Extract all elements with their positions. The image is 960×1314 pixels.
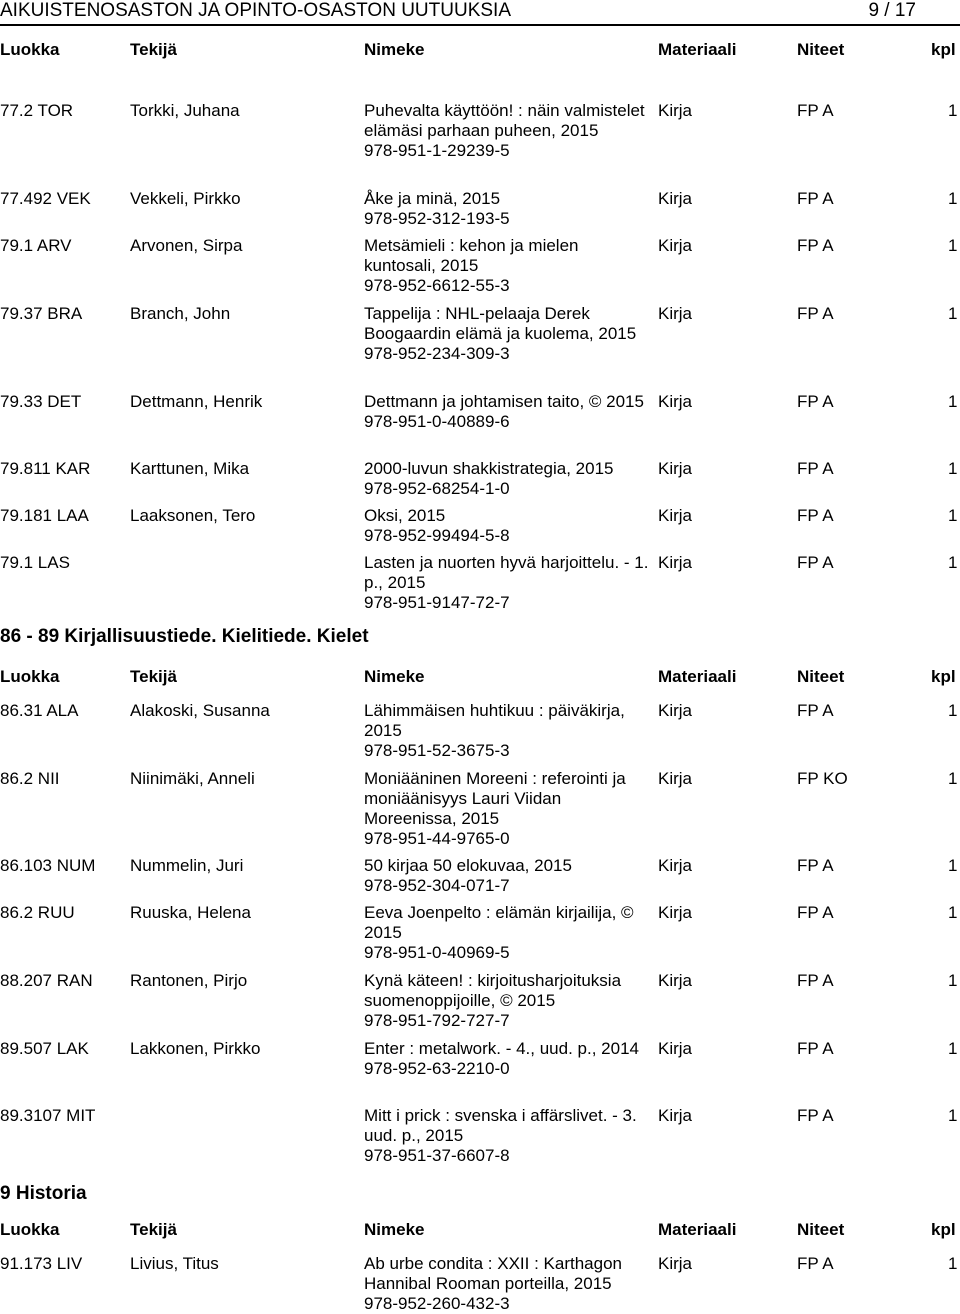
title-cell [364, 304, 654, 364]
classification-code: 79.181 LAA [0, 506, 89, 525]
column-header-tekija: Tekijä [130, 1220, 177, 1239]
title-cell [364, 1254, 654, 1314]
material-type: Kirja [658, 304, 693, 323]
copy-count: 1 [948, 392, 958, 411]
copy-count: 1 [948, 769, 958, 788]
copy-count: 1 [948, 459, 958, 478]
title-cell [364, 392, 654, 432]
copy-count: 1 [948, 189, 958, 208]
material-type: Kirja [658, 903, 693, 922]
copy-location: FP A [797, 1254, 834, 1273]
book-title[interactable]: Metsämieli : kehon ja mielen kuntosali, 2015 [364, 236, 579, 275]
book-title[interactable]: Lasten ja nuorten hyvä harjoittelu. - 1. p., 2015 [364, 553, 649, 592]
copy-location: FP A [797, 1039, 834, 1058]
material-type: Kirja [658, 856, 693, 875]
classification-code: 86.31 ALA [0, 701, 79, 720]
column-header-nimeke: Nimeke [364, 667, 425, 686]
material-type: Kirja [658, 506, 693, 525]
book-title[interactable]: Kynä käteen! : kirjoitusharjoituksia suomenoppijoille, © 2015 [364, 971, 622, 1010]
copy-count: 1 [948, 903, 958, 922]
material-type: Kirja [658, 236, 693, 255]
page-number: 9 / 17 [868, 0, 916, 21]
title-cell [364, 971, 654, 1031]
book-title[interactable]: Moniääninen Moreeni : referointi ja moniäänisyys Lauri Viidan Moreenissa, 2015 [364, 769, 626, 828]
column-header-niteet: Niteet [797, 667, 845, 686]
isbn: 978-951-37-6607-8 [364, 1146, 510, 1165]
copy-location: FP A [797, 971, 834, 990]
title-cell [364, 769, 654, 849]
author: Ruuska, Helena [130, 903, 251, 922]
classification-code: 79.33 DET [0, 392, 82, 411]
material-type: Kirja [658, 971, 693, 990]
column-header-materiaali: Materiaali [658, 1220, 737, 1239]
copy-location: FP A [797, 701, 834, 720]
section-title: 86 - 89 Kirjallisuustiede. Kielitiede. Kielet [0, 626, 369, 647]
column-header-kpl: kpl [931, 1220, 956, 1239]
author: Branch, John [130, 304, 231, 323]
book-title[interactable]: Puhevalta käyttöön! : näin valmistelet elämäsi parhaan puheen, 2015 [364, 101, 645, 140]
book-title[interactable]: Ab urbe condita : XXII : Karthagon Hannibal Rooman porteilla, 2015 [364, 1254, 622, 1293]
isbn: 978-952-304-071-7 [364, 876, 510, 895]
material-type: Kirja [658, 459, 693, 478]
copy-location: FP A [797, 392, 834, 411]
copy-count: 1 [948, 1039, 958, 1058]
author: Karttunen, Mika [130, 459, 250, 478]
copy-location: FP A [797, 304, 834, 323]
column-header-materiaali: Materiaali [658, 667, 737, 686]
column-header-niteet: Niteet [797, 1220, 845, 1239]
book-title[interactable]: Enter : metalwork. - 4., uud. p., 2014 [364, 1039, 639, 1058]
copy-location: FP A [797, 101, 834, 120]
title-cell [364, 903, 654, 963]
column-header-nimeke: Nimeke [364, 40, 425, 59]
author: Lakkonen, Pirkko [130, 1039, 261, 1058]
title-cell [364, 459, 654, 499]
title-cell [364, 701, 654, 761]
copy-count: 1 [948, 506, 958, 525]
column-header-luokka: Luokka [0, 40, 60, 59]
copy-location: FP A [797, 856, 834, 875]
material-type: Kirja [658, 101, 693, 120]
book-title[interactable]: Tappelija : NHL-pelaaja Derek Boogaardin elämä ja kuolema, 2015 [364, 304, 637, 343]
material-type: Kirja [658, 769, 693, 788]
book-title[interactable]: 2000-luvun shakkistrategia, 2015 [364, 459, 614, 478]
column-header-kpl: kpl [931, 667, 956, 686]
author: Dettmann, Henrik [130, 392, 263, 411]
title-cell [364, 856, 654, 896]
classification-code: 86.103 NUM [0, 856, 96, 875]
title-cell [364, 506, 654, 546]
copy-count: 1 [948, 971, 958, 990]
book-title[interactable]: Mitt i prick : svenska i affärslivet. - 3. uud. p., 2015 [364, 1106, 637, 1145]
column-header-tekija: Tekijä [130, 40, 177, 59]
author: Nummelin, Juri [130, 856, 244, 875]
classification-code: 91.173 LIV [0, 1254, 83, 1273]
isbn: 978-952-234-309-3 [364, 344, 510, 363]
title-cell [364, 236, 654, 296]
book-title[interactable]: Åke ja minä, 2015 [364, 189, 501, 208]
classification-code: 79.37 BRA [0, 304, 83, 323]
isbn: 978-952-312-193-5 [364, 209, 510, 228]
isbn: 978-951-9147-72-7 [364, 593, 510, 612]
title-cell [364, 1106, 654, 1166]
isbn: 978-952-99494-5-8 [364, 526, 510, 545]
classification-code: 86.2 RUU [0, 903, 75, 922]
isbn: 978-952-260-432-3 [364, 1294, 510, 1313]
isbn: 978-951-792-727-7 [364, 1011, 510, 1030]
author: Vekkeli, Pirkko [130, 189, 241, 208]
copy-location: FP A [797, 1106, 834, 1125]
isbn: 978-951-44-9765-0 [364, 829, 510, 848]
column-header-niteet: Niteet [797, 40, 845, 59]
copy-location: FP A [797, 903, 834, 922]
column-header-tekija: Tekijä [130, 667, 177, 686]
copy-location: FP KO [797, 769, 848, 788]
column-header-kpl: kpl [931, 40, 956, 59]
copy-count: 1 [948, 101, 958, 120]
title-cell [364, 101, 654, 161]
section-title: 9 Historia [0, 1183, 87, 1204]
isbn: 978-951-0-40889-6 [364, 412, 510, 431]
copy-location: FP A [797, 553, 834, 572]
title-cell [364, 189, 654, 229]
copy-count: 1 [948, 236, 958, 255]
author: Livius, Titus [130, 1254, 219, 1273]
material-type: Kirja [658, 1039, 693, 1058]
copy-location: FP A [797, 236, 834, 255]
material-type: Kirja [658, 701, 693, 720]
classification-code: 86.2 NII [0, 769, 60, 788]
column-header-luokka: Luokka [0, 1220, 60, 1239]
column-header-nimeke: Nimeke [364, 1220, 425, 1239]
classification-code: 88.207 RAN [0, 971, 93, 990]
title-cell [364, 1039, 654, 1079]
book-title[interactable]: Oksi, 2015 [364, 506, 446, 525]
classification-code: 79.1 LAS [0, 553, 70, 572]
copy-location: FP A [797, 459, 834, 478]
material-type: Kirja [658, 189, 693, 208]
column-header-luokka: Luokka [0, 667, 60, 686]
copy-location: FP A [797, 189, 834, 208]
book-title[interactable]: Dettmann ja johtamisen taito, © 2015 [364, 392, 644, 411]
document-title: AIKUISTENOSASTON JA OPINTO-OSASTON UUTUUKSIA [0, 0, 511, 21]
isbn: 978-952-63-2210-0 [364, 1059, 510, 1078]
copy-count: 1 [948, 1254, 958, 1273]
book-title[interactable]: Lähimmäisen huhtikuu : päiväkirja, 2015 [364, 701, 625, 740]
material-type: Kirja [658, 1254, 693, 1273]
isbn: 978-952-6612-55-3 [364, 276, 510, 295]
isbn: 978-951-0-40969-5 [364, 943, 510, 962]
author: Alakoski, Susanna [130, 701, 270, 720]
classification-code: 77.492 VEK [0, 189, 91, 208]
copy-count: 1 [948, 1106, 958, 1125]
copy-location: FP A [797, 506, 834, 525]
material-type: Kirja [658, 392, 693, 411]
book-title[interactable]: Eeva Joenpelto : elämän kirjailija, © 2015 [364, 903, 634, 942]
classification-code: 89.3107 MIT [0, 1106, 96, 1125]
classification-code: 79.811 KAR [0, 459, 91, 478]
title-cell [364, 553, 654, 613]
isbn: 978-952-68254-1-0 [364, 479, 510, 498]
author: Torkki, Juhana [130, 101, 240, 120]
author: Laaksonen, Tero [130, 506, 256, 525]
book-title[interactable]: 50 kirjaa 50 elokuvaa, 2015 [364, 856, 572, 875]
isbn: 978-951-1-29239-5 [364, 141, 510, 160]
column-header-materiaali: Materiaali [658, 40, 737, 59]
material-type: Kirja [658, 1106, 693, 1125]
classification-code: 77.2 TOR [0, 101, 74, 120]
classification-code: 89.507 LAK [0, 1039, 89, 1058]
classification-code: 79.1 ARV [0, 236, 72, 255]
isbn: 978-951-52-3675-3 [364, 741, 510, 760]
copy-count: 1 [948, 856, 958, 875]
copy-count: 1 [948, 304, 958, 323]
copy-count: 1 [948, 553, 958, 572]
author: Rantonen, Pirjo [130, 971, 248, 990]
author: Niinimäki, Anneli [130, 769, 255, 788]
material-type: Kirja [658, 553, 693, 572]
header-divider [0, 24, 960, 26]
copy-count: 1 [948, 701, 958, 720]
author: Arvonen, Sirpa [130, 236, 243, 255]
